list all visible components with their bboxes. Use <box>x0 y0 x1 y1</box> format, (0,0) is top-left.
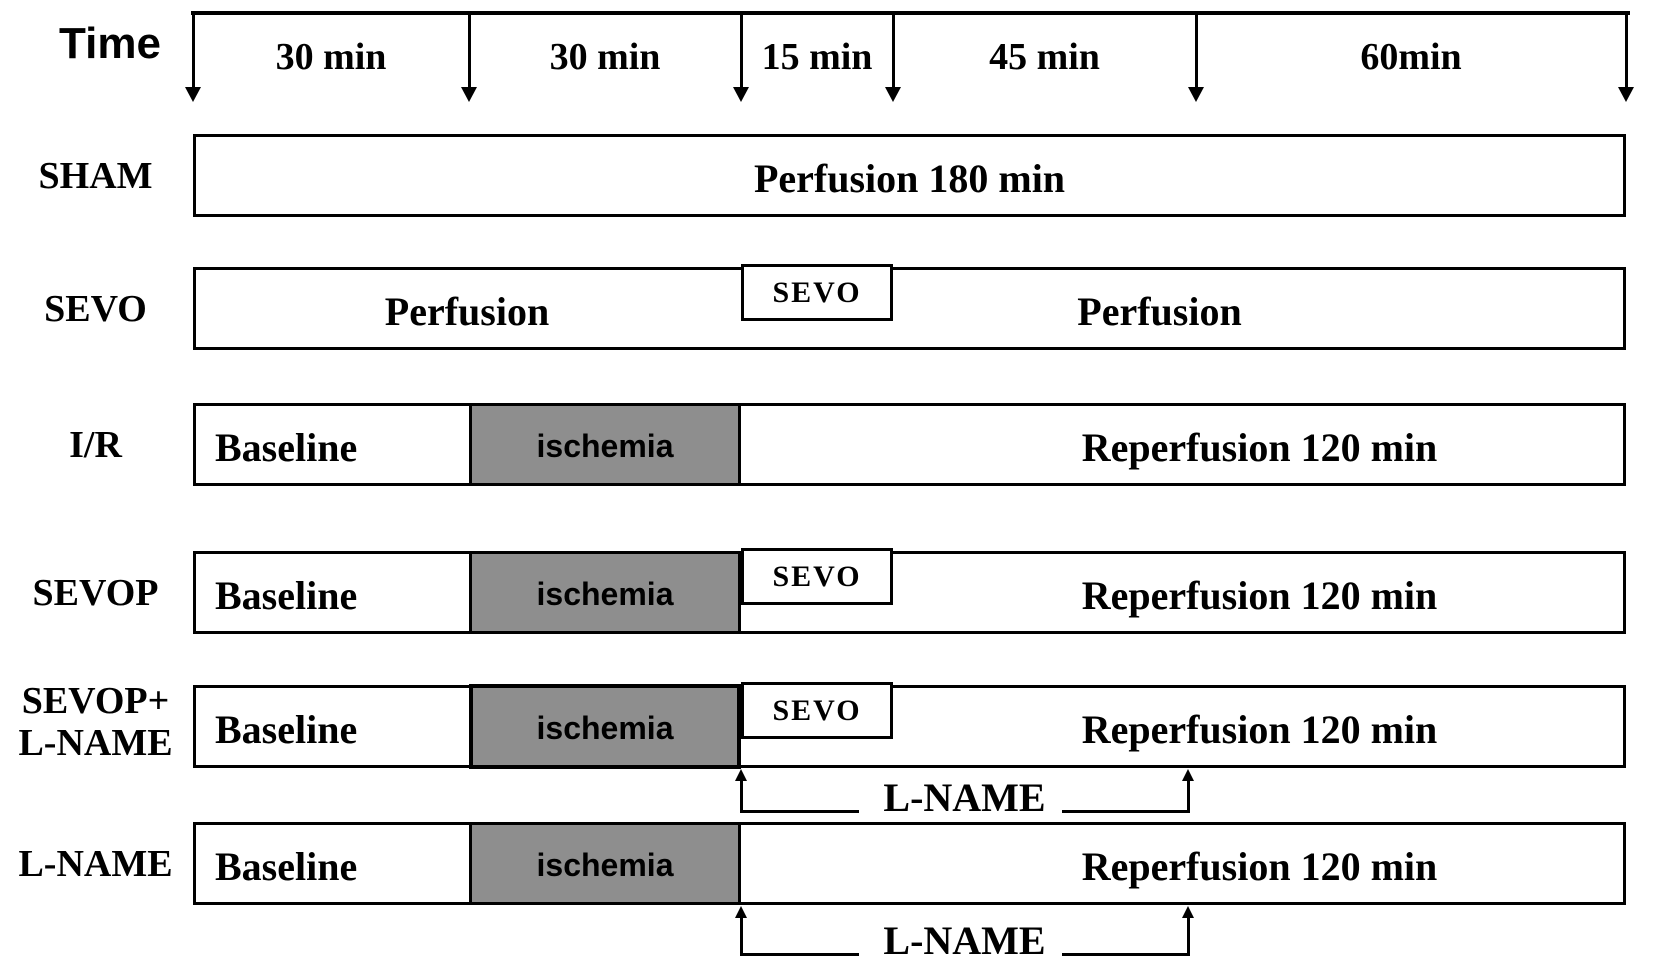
sevo-exposure-box: SEVO <box>741 682 893 739</box>
group-label-sevo: SEVO <box>44 287 147 330</box>
group-label-sevop: SEVOP <box>32 571 159 614</box>
phase-perfusion-post: Perfusion <box>1077 289 1242 334</box>
phase-baseline: Baseline <box>215 707 358 752</box>
time-segment-label: 45 min <box>989 36 1100 78</box>
group-label-lname: L-NAME <box>18 842 173 885</box>
group-label-sevop-lname <box>8 680 183 764</box>
group-label-ir: I/R <box>69 423 122 466</box>
lname-annotation: L-NAME <box>883 918 1046 963</box>
time-axis-line <box>191 11 1630 15</box>
sevo-exposure-box: SEVO <box>741 264 893 321</box>
phase-perfusion-pre: Perfusion <box>384 289 550 334</box>
lname-annotation: L-NAME <box>883 775 1046 820</box>
phase-reperfusion: Reperfusion 120 min <box>1081 425 1438 470</box>
phase-baseline: Baseline <box>215 425 358 470</box>
lname-infusion-bracket <box>733 906 1196 963</box>
phase-reperfusion: Reperfusion 120 min <box>1081 844 1438 889</box>
time-segment-label: 30 min <box>549 36 661 78</box>
ischemia-box: ischemia <box>469 822 741 905</box>
ischemia-box: ischemia <box>469 403 741 486</box>
phase-perfusion-180: Perfusion 180 min <box>753 156 1066 201</box>
ischemia-box: ischemia <box>469 551 741 634</box>
lname-infusion-bracket <box>733 769 1196 820</box>
ischemia-box: ischemia <box>469 684 741 769</box>
time-segment-label: 30 min <box>275 36 387 78</box>
phase-baseline: Baseline <box>215 844 358 889</box>
phase-reperfusion: Reperfusion 120 min <box>1081 707 1438 752</box>
group-label-sham: SHAM <box>38 154 153 197</box>
time-segment-label: 60min <box>1360 36 1462 78</box>
sevo-exposure-box: SEVO <box>741 548 893 605</box>
phase-baseline: Baseline <box>215 573 358 618</box>
group-label-line1: SEVOP+ <box>21 680 170 722</box>
group-label-line2: L-NAME <box>18 722 173 764</box>
time-segment-label: 15 min <box>761 36 873 78</box>
phase-reperfusion: Reperfusion 120 min <box>1081 573 1438 618</box>
time-axis-title: Time <box>59 19 161 68</box>
